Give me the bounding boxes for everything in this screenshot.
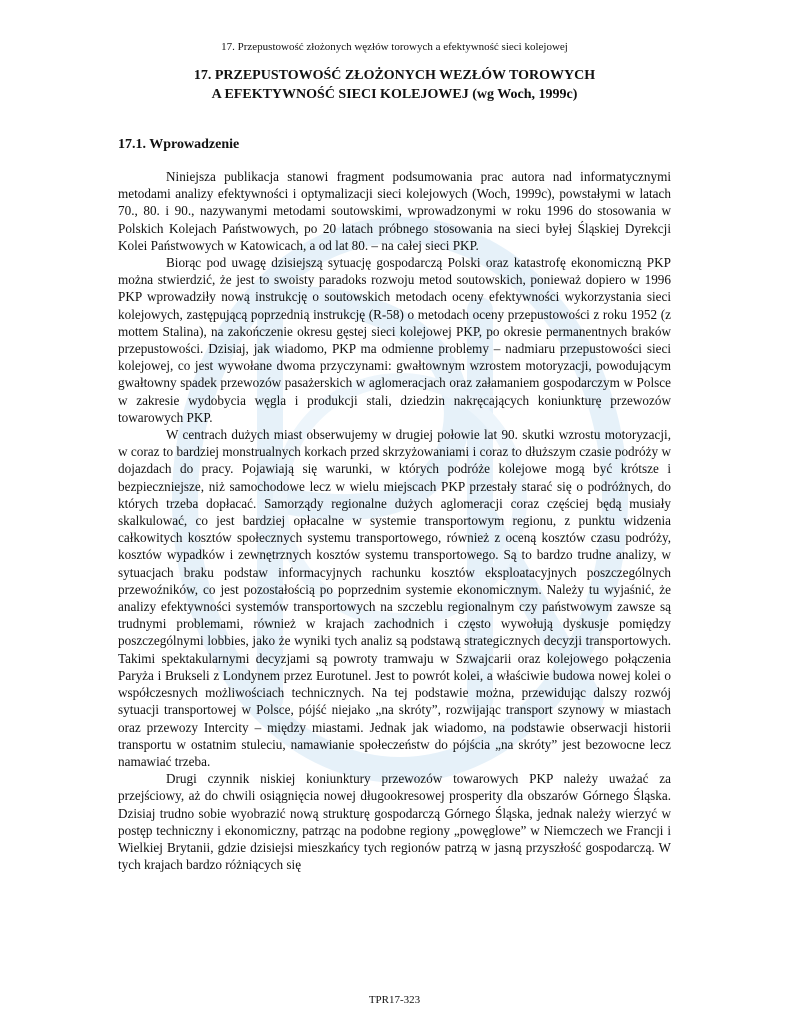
paragraph-4: Drugi czynnik niskiej koniunktury przewozów towarowych PKP należy uważać za przejściowy, aż do chwili osiągnięcia nowej długookresowej prosperity dla obszarów Górnego Śląska. Dzisiaj trudno sobie wyobrazić nową strukturę gospodarczą Górnego Śląska, jednak należy wierzyć w postęp techniczny i ekonomiczny, patrząc na podobne regiony „powęglowe” w Niemczech we Francji i Wielkiej Brytanii, gdzie dzisiejsi mieszkańcy tych regionów patrzą w jasną przyszłość gospodarczą. W tych krajach bardzo różniących się (118, 771, 671, 873)
section-heading: 17.1. Wprowadzenie (118, 137, 240, 152)
document-title-line-2: A EFEKTYWNOŚĆ SIECI KOLEJOWEJ (wg Woch, 1999c) (211, 87, 578, 102)
document-title (118, 66, 671, 104)
running-header: 17. Przepustowość złożonych węzłów torowych a efektywność sieci kolejowej (221, 41, 568, 53)
body-text (118, 168, 671, 873)
paragraph-3: W centrach dużych miast obserwujemy w drugiej połowie lat 90. skutki wzrostu motoryzacji, w coraz to bardziej monstrualnych korkach przed skrzyżowaniami i coraz to dłuższym czasie podróży w dojazdach do pracy. Pojawiają się warunki, w których podróże kolejowe mogą być krótsze i bezpieczniejsze, niż samochodowe lecz w wielu miejscach PKP przestały starać się o podróżnych, do których trzeba dopłacać. Samorządy regionalne dużych aglomeracji coraz częściej będą musiały skalkulować, co jest bardziej opłacalne w systemie transportowym regionu, z punktu widzenia całkowitych kosztów społecznych systemu transportowego, również z oceną kosztów czasu podróży, kosztów wypadków i zewnętrznych kosztów systemu transportowego. Są to bardzo trudne analizy, w sytuacjach braku podstaw informacyjnych rachunku kosztów eksploatacyjnych poszczególnych przewoźników, co jest pozostałością po poprzednim systemie ekonomicznym. Należy tu wyjaśnić, że analizy efektywności systemów transportowych na szczeblu regionalnym czy państwowym zawsze są trudnymi problemami, również w krajach zachodnich i często wywołują dyskusje pomiędzy poszczególnymi lobbies, jako że wyniki tych analiz są podstawą strategicznych decyzji transportowych. Takimi spektakularnymi decyzjami są powroty tramwaju w Szwajcarii oraz kolejowego połączenia Paryża i Brukseli z Londynem przez Eurotunel. Jest to powrót kolei, a właściwie budowa nowej kolei o współczesnych możliwościach technicznych. Na tej podstawie można, przewidując dalszy rozwój sytuacji transportowej w Polsce, pójść niejako „na skróty”, rozwijając transport szynowy w miastach oraz przewozy Intercity – między miastami. Jednak jak wiadomo, na podstawie obserwacji historii transportu w ostatnim stuleciu, namawianie społeczeństw do pójścia „na skróty” jest bezowocne lecz namawiać trzeba. (118, 427, 671, 769)
document-title-line-1: 17. PRZEPUSTOWOŚĆ ZŁOŻONYCH WEZŁÓW TOROWYCH (193, 68, 596, 83)
paragraph-2: Biorąc pod uwagę dzisiejszą sytuację gospodarczą Polski oraz katastrofę ekonomiczną PKP można stwierdzić, że jest to swoisty paradoks rozwoju metod soutowskich, ponieważ dopiero w 1996 PKP wprowadziły nową instrukcję o soutowskich metodach oceny efektywności wykorzystania sieci kolejowych, zastępującą poprzednią instrukcję (R-58) o metodach oceny przepustowości z roku 1952 (z mottem Stalina), na zakończenie okresu gęstej sieci kolejowej PKP, po okresie permanentnych braków przepustowości. Dzisiaj, jak wiadomo, PKP ma odmienne problemy – nadmiaru przepustowości sieci kolejowej, co jest wywołane dwoma przyczynami: gwałtownym wzrostem motoryzacji, powodującym gwałtowny spadek przewozów pasażerskich w aglomeracjach oraz załamaniem gospodarczym w Polsce w zakresie wydobycia węgla i produkcji stali, dziedzin nakręcających koniunkturę przewozów towarowych PKP. (118, 255, 671, 425)
paragraph-1: Niniejsza publikacja stanowi fragment podsumowania prac autora nad informatycznymi metodami analizy efektywności i optymalizacji sieci kolejowych (Woch, 1999c), powstałymi w latach 70., 80. i 90., nazywanymi metodami soutowskimi, wprowadzonymi w roku 1996 do stosowania w Polskich Kolejach Państwowych, po 20 latach próbnego stosowania na sieci byłej Śląskiej Dyrekcji Kolei Państwowych w Katowicach, a od lat 80. – na całej sieci PKP. (118, 169, 671, 253)
page-number: TPR17-323 (368, 994, 421, 1006)
